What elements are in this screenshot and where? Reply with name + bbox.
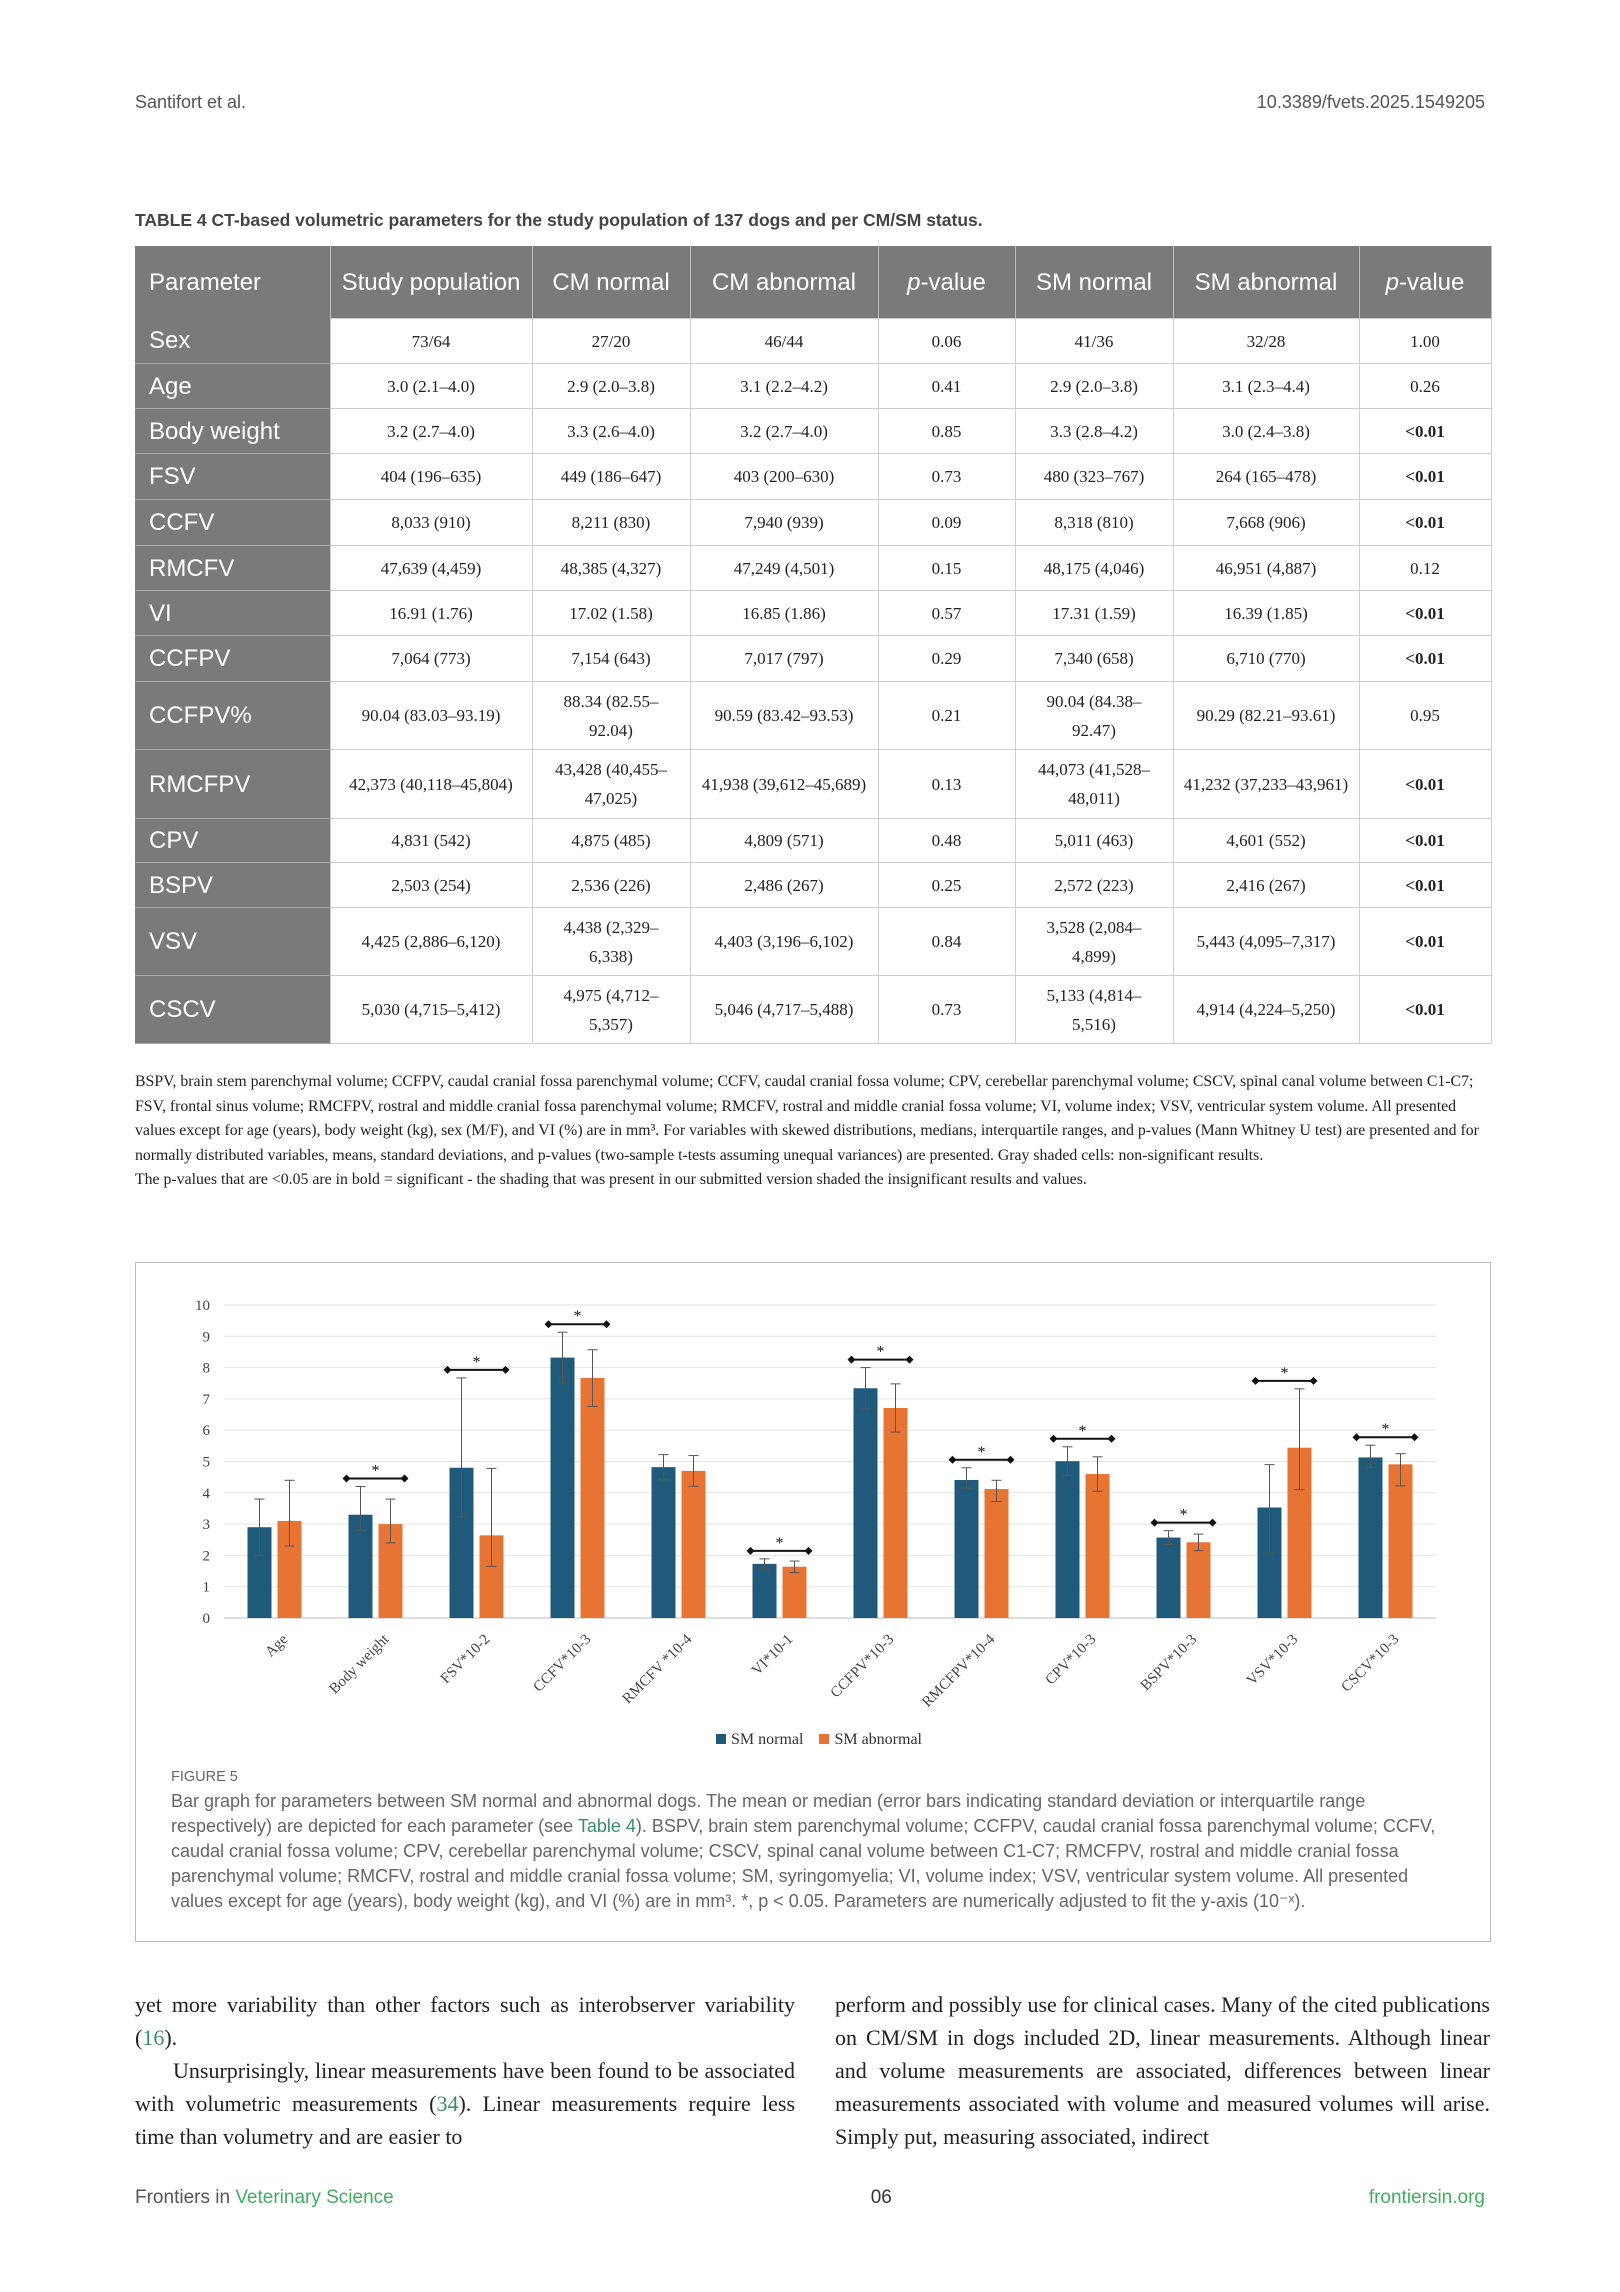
table-cell: 5,133 (4,814–5,516) [1015, 976, 1173, 1044]
bar-sm-normal [1056, 1461, 1080, 1618]
body-paragraph [135, 2054, 795, 2153]
x-tick-label: RMCFV *10-4 [619, 1631, 696, 1708]
y-tick-label: 3 [202, 1517, 210, 1534]
table-cell: 47,639 (4,459) [330, 546, 532, 591]
row-parameter-label: CCFPV [135, 636, 330, 682]
table-cell: 0.48 [878, 819, 1015, 863]
table-cell: 3.0 (2.4–3.8) [1173, 409, 1359, 454]
table-row [135, 591, 1491, 636]
citation-link[interactable]: 34 [436, 2091, 459, 2116]
table-cell: <0.01 [1359, 636, 1491, 682]
body-text: yet more variability than other factors such as interobserver variability ( [135, 1992, 795, 2050]
table-cell: 90.29 (82.21–93.61) [1173, 682, 1359, 750]
table-cell: 7,668 (906) [1173, 500, 1359, 546]
table-cell: 46,951 (4,887) [1173, 546, 1359, 591]
body-paragraph: perform and possibly use for clinical cases. Many of the cited publications on CM/SM in dogs included 2D, linear measurements. Although linear and volume measurements are associated, differences between linear measurements associated with volume and measured volumes will arise. Simply put, measuring associated, indirect [835, 1992, 1490, 2149]
table-cell: 264 (165–478) [1173, 454, 1359, 500]
figure-caption [171, 1789, 1461, 1914]
x-tick-label: BSPV*10-3 [1137, 1631, 1201, 1695]
body-paragraph [135, 1988, 795, 2054]
row-parameter-label: CPV [135, 819, 330, 863]
y-tick-label: 8 [202, 1360, 210, 1377]
legend-label-sm-abnormal: SM abnormal [834, 1731, 922, 1748]
table-cell: 3,528 (2,084–4,899) [1015, 908, 1173, 976]
row-parameter-label: Body weight [135, 409, 330, 454]
table-cell: 0.26 [1359, 364, 1491, 409]
table-cell: 5,443 (4,095–7,317) [1173, 908, 1359, 976]
table-row [135, 819, 1491, 863]
body-column-left [135, 1988, 795, 2153]
table-cell: 4,914 (4,224–5,250) [1173, 976, 1359, 1044]
row-parameter-label: RMCFV [135, 546, 330, 591]
significance-bracket-end [545, 1320, 553, 1328]
x-tick-label: CCFPV*10-3 [827, 1631, 898, 1702]
body-text: ). [164, 2025, 178, 2050]
table-cell: 7,154 (643) [532, 636, 690, 682]
table-label: TABLE 4 [135, 210, 207, 230]
table-cell: 0.21 [878, 682, 1015, 750]
x-tick-label: Body weight [326, 1631, 393, 1698]
table-cell: 4,809 (571) [690, 819, 878, 863]
bar-sm-abnormal [581, 1378, 605, 1618]
y-tick-label: 1 [202, 1579, 210, 1596]
table-cell: 90.04 (83.03–93.19) [330, 682, 532, 750]
table-cell: 90.59 (83.42–93.53) [690, 682, 878, 750]
x-tick-label: VSV*10-3 [1244, 1631, 1302, 1689]
table-cell: 4,438 (2,329–6,338) [532, 908, 690, 976]
table-cell: <0.01 [1359, 591, 1491, 636]
row-parameter-label: BSPV [135, 863, 330, 908]
bar-sm-normal [652, 1467, 676, 1618]
table-cell: 2,536 (226) [532, 863, 690, 908]
significance-marker: * [1078, 1422, 1087, 1440]
table-cell: 7,340 (658) [1015, 636, 1173, 682]
table-cell: 0.15 [878, 546, 1015, 591]
bar-sm-abnormal [1187, 1542, 1211, 1618]
site-link[interactable]: frontiersin.org [1368, 2187, 1485, 2208]
table-cell: 5,011 (463) [1015, 819, 1173, 863]
bar-sm-abnormal [1389, 1464, 1413, 1618]
page-footer [135, 2187, 1485, 2209]
table-cell: 5,030 (4,715–5,412) [330, 976, 532, 1044]
table-footnote-abbreviations: BSPV, brain stem parenchymal volume; CCFPV, caudal cranial fossa parenchymal volume; CCFV, caudal cranial fossa volume; CPV, cerebellar parenchymal volume; CSCV, spinal canal volume between C1-C7; FSV, frontal sinus volume; RMCFPV, rostral and middle cranial fossa parenchymal volume; RMCFV, rostral and middle cranial fossa volume; VI, volume index; VSV, ventricular system volume. All presented values except for age (years), body weight (kg), sex (M/F), and VI (%) are in mm³. For variables with skewed distributions, medians, interquartile ranges, and p-values (Mann Whitney U test) are presented and for normally distributed variables, means, standard deviations, and p-values (two-sample t-tests assuming unequal variances) are presented. Gray shaded cells: non-significant results. [135, 1073, 1479, 1164]
table-cell: 4,403 (3,196–6,102) [690, 908, 878, 976]
table-cell: 2,416 (267) [1173, 863, 1359, 908]
body-text: Unsurprisingly, linear measurements have been found to be associated with volumetric measurements ( [135, 2058, 795, 2116]
significance-bracket-end [1353, 1433, 1361, 1441]
table-row [135, 682, 1491, 750]
table-cell: 2,486 (267) [690, 863, 878, 908]
row-parameter-label: CCFV [135, 500, 330, 546]
table-row [135, 500, 1491, 546]
row-parameter-label: RMCFPV [135, 750, 330, 819]
significance-bracket-end [848, 1356, 856, 1364]
table-cell: 27/20 [532, 319, 690, 364]
significance-bracket-end [747, 1547, 755, 1555]
table-caption [135, 210, 983, 231]
significance-bracket-end [1310, 1377, 1318, 1385]
table-cell: 449 (186–647) [532, 454, 690, 500]
x-tick-label: CCFV*10-3 [530, 1631, 595, 1696]
body-text: ). Linear measurements require less time than volumetry and are easier to [135, 2091, 796, 2149]
table-cell: 46/44 [690, 319, 878, 364]
table-cell: 8,211 (830) [532, 500, 690, 546]
significance-marker: * [876, 1343, 885, 1361]
significance-marker: * [1381, 1421, 1390, 1439]
table-title: CT-based volumetric parameters for the study population of 137 dogs and per CM/SM status. [211, 210, 983, 230]
y-tick-label: 2 [202, 1548, 210, 1565]
significance-marker: * [1280, 1364, 1289, 1382]
journal-name [135, 2187, 394, 2209]
table-cell: 2.9 (2.0–3.8) [532, 364, 690, 409]
x-tick-label: CPV*10-3 [1042, 1631, 1100, 1689]
table-cell: 32/28 [1173, 319, 1359, 364]
table-cell: <0.01 [1359, 863, 1491, 908]
bar-sm-normal [753, 1564, 777, 1618]
significance-marker: * [573, 1308, 582, 1326]
table-row [135, 364, 1491, 409]
table-cell: 4,975 (4,712–5,357) [532, 976, 690, 1044]
y-tick-label: 10 [195, 1298, 210, 1314]
table-cell: <0.01 [1359, 454, 1491, 500]
table-cell: <0.01 [1359, 908, 1491, 976]
table-cell: 3.3 (2.6–4.0) [532, 409, 690, 454]
legend-item-sm-normal [716, 1731, 803, 1749]
row-parameter-label: VI [135, 591, 330, 636]
table-cell: 48,175 (4,046) [1015, 546, 1173, 591]
x-tick-label: Age [262, 1631, 292, 1661]
table-cell: 90.04 (84.38–92.47) [1015, 682, 1173, 750]
significance-bracket-end [603, 1320, 611, 1328]
table-cell: 4,875 (485) [532, 819, 690, 863]
table-cell: 4,831 (542) [330, 819, 532, 863]
table-cell: 48,385 (4,327) [532, 546, 690, 591]
table-cell: 403 (200–630) [690, 454, 878, 500]
table-cell: 44,073 (41,528–48,011) [1015, 750, 1173, 819]
significance-bracket-end [1151, 1519, 1159, 1527]
table-cell: 7,064 (773) [330, 636, 532, 682]
table-row [135, 319, 1491, 364]
significance-marker: * [371, 1462, 380, 1480]
figure-caption-part-b: ). BSPV, brain stem parenchymal volume; CCFPV, caudal cranial fossa parenchymal volume; CCFV, caudal cranial fossa volume; CPV, cerebellar parenchymal volume; CSCV, spinal canal volume between C1-C7; RMCFPV, rostral and middle cranial fossa parenchymal volume; RMCFV, rostral and middle cranial fossa volume; SM, syringomyelia; VI, volume index; VSV, ventricular system volume. All presented values except for age (years), body weight (kg), and VI (%) are in mm³. *, p < 0.05. Parameters are numerically adjusted to fit the y-axis (10⁻ˣ). [171, 1816, 1436, 1911]
significance-bracket-end [1209, 1519, 1217, 1527]
significance-bracket-end [343, 1475, 351, 1483]
figure-caption-part-a: Bar graph for parameters between SM normal and abnormal dogs. The mean or median (error bars indicating standard deviation or interquartile range respectively) are depicted for each parameter (see [171, 1791, 1366, 1836]
table-cell: 480 (323–767) [1015, 454, 1173, 500]
significance-bracket-end [906, 1356, 914, 1364]
table-footnote-bold-note: The p-values that are <0.05 are in bold = significant - the shading that was present in our submitted version shaded the insignificant results and values. [135, 1171, 1087, 1188]
table-cell: 17.02 (1.58) [532, 591, 690, 636]
bar-sm-abnormal [783, 1567, 807, 1618]
table-footnotes [135, 1070, 1495, 1193]
legend-swatch-sm-abnormal [819, 1734, 829, 1744]
row-parameter-label: VSV [135, 908, 330, 976]
table-cell: 8,318 (810) [1015, 500, 1173, 546]
body-column-right [835, 1988, 1490, 2153]
bar-sm-abnormal [1086, 1474, 1110, 1618]
page-number: 06 [870, 2187, 892, 2208]
table-cell: 4,425 (2,886–6,120) [330, 908, 532, 976]
col-header-sm-abnormal: SM abnormal [1173, 246, 1359, 319]
significance-bracket-end [949, 1456, 957, 1464]
bar-sm-normal [854, 1388, 878, 1618]
table-cell: 42,373 (40,118–45,804) [330, 750, 532, 819]
legend-item-sm-abnormal [819, 1731, 922, 1749]
table-cell: 17.31 (1.59) [1015, 591, 1173, 636]
row-parameter-label: CSCV [135, 976, 330, 1044]
significance-marker: * [977, 1443, 986, 1461]
table-row [135, 409, 1491, 454]
y-tick-label: 7 [202, 1391, 210, 1408]
bar-sm-abnormal [682, 1471, 706, 1618]
table-cell: 0.12 [1359, 546, 1491, 591]
y-tick-label: 6 [202, 1423, 210, 1440]
table-cell: <0.01 [1359, 976, 1491, 1044]
bar-sm-normal [1157, 1538, 1181, 1618]
x-tick-label: CSCV*10-3 [1338, 1631, 1403, 1696]
table-cell: 16.39 (1.85) [1173, 591, 1359, 636]
table-cell: 1.00 [1359, 319, 1491, 364]
table-cell: 41/36 [1015, 319, 1173, 364]
table-row [135, 863, 1491, 908]
x-tick-label: RMCFPV*10-4 [919, 1631, 999, 1711]
significance-bracket-end [805, 1547, 813, 1555]
figure-label: FIGURE 5 [171, 1769, 238, 1785]
table-cell: 0.09 [878, 500, 1015, 546]
row-parameter-label: CCFPV% [135, 682, 330, 750]
table-cell: 0.73 [878, 976, 1015, 1044]
table-cell: 2.9 (2.0–3.8) [1015, 364, 1173, 409]
table-cell: 43,428 (40,455–47,025) [532, 750, 690, 819]
significance-bracket-end [1252, 1377, 1260, 1385]
table-cell: 6,710 (770) [1173, 636, 1359, 682]
significance-bracket-end [1411, 1433, 1419, 1441]
table-cell: 3.2 (2.7–4.0) [690, 409, 878, 454]
table-cell: 41,232 (37,233–43,961) [1173, 750, 1359, 819]
table-cell: 88.34 (82.55–92.04) [532, 682, 690, 750]
table-body [135, 319, 1491, 1044]
table-cell: 3.1 (2.3–4.4) [1173, 364, 1359, 409]
table-cell: 3.3 (2.8–4.2) [1015, 409, 1173, 454]
significance-marker: * [1179, 1506, 1188, 1524]
table-cell: 0.95 [1359, 682, 1491, 750]
table-cell: 3.0 (2.1–4.0) [330, 364, 532, 409]
journal-prefix: Frontiers in [135, 2187, 231, 2208]
table-row [135, 454, 1491, 500]
col-header-sm-normal: SM normal [1015, 246, 1173, 319]
significance-marker: * [775, 1534, 784, 1552]
table-cell: 3.2 (2.7–4.0) [330, 409, 532, 454]
col-header-p-value-cm: p-value [878, 246, 1015, 319]
bar-sm-abnormal [985, 1489, 1009, 1618]
y-tick-label: 5 [202, 1454, 210, 1471]
figure-caption-table-link[interactable]: Table 4 [577, 1816, 636, 1836]
table-cell: 3.1 (2.2–4.2) [690, 364, 878, 409]
table-cell: 5,046 (4,717–5,488) [690, 976, 878, 1044]
significance-bracket-end [1108, 1435, 1116, 1443]
table-cell: 41,938 (39,612–45,689) [690, 750, 878, 819]
table-cell: 404 (196–635) [330, 454, 532, 500]
table-row [135, 546, 1491, 591]
col-header-parameter: Parameter [135, 246, 330, 319]
citation-link[interactable]: 16 [142, 2025, 165, 2050]
significance-marker: * [472, 1353, 481, 1371]
table-cell: 0.06 [878, 319, 1015, 364]
significance-bracket-end [401, 1475, 409, 1483]
table-cell: 0.25 [878, 863, 1015, 908]
significance-bracket-end [1007, 1456, 1015, 1464]
table-header-row [135, 246, 1491, 319]
col-header-study-population: Study population [330, 246, 532, 319]
col-header-p-value-sm: p-value [1359, 246, 1491, 319]
table-cell: 2,503 (254) [330, 863, 532, 908]
running-head [135, 92, 1485, 113]
legend-swatch-sm-normal [716, 1734, 726, 1744]
x-tick-label: FSV*10-2 [437, 1631, 494, 1688]
doi: 10.3389/fvets.2025.1549205 [1256, 92, 1485, 112]
table-cell: 0.84 [878, 908, 1015, 976]
author-line: Santifort et al. [135, 92, 247, 112]
table-cell: <0.01 [1359, 750, 1491, 819]
table-cell: 0.57 [878, 591, 1015, 636]
table-cell: 0.73 [878, 454, 1015, 500]
table-cell: 16.85 (1.86) [690, 591, 878, 636]
table-cell: 8,033 (910) [330, 500, 532, 546]
y-tick-label: 0 [202, 1611, 210, 1627]
table-cell: 0.41 [878, 364, 1015, 409]
table-cell: 7,940 (939) [690, 500, 878, 546]
significance-bracket-end [1050, 1435, 1058, 1443]
table-cell: 0.13 [878, 750, 1015, 819]
table-cell: 7,017 (797) [690, 636, 878, 682]
table-row [135, 750, 1491, 819]
bar-sm-normal [551, 1358, 575, 1618]
table-cell: 73/64 [330, 319, 532, 364]
y-tick-label: 4 [202, 1485, 210, 1502]
table-row [135, 636, 1491, 682]
table-cell: 16.91 (1.76) [330, 591, 532, 636]
row-parameter-label: Age [135, 364, 330, 409]
bar-sm-abnormal [884, 1408, 908, 1618]
table-cell: 4,601 (552) [1173, 819, 1359, 863]
table-row [135, 908, 1491, 976]
table-cell: 0.29 [878, 636, 1015, 682]
col-header-cm-abnormal: CM abnormal [690, 246, 878, 319]
table-cell: 0.85 [878, 409, 1015, 454]
bar-sm-normal [955, 1480, 979, 1618]
table-cell: 2,572 (223) [1015, 863, 1173, 908]
table-cell: <0.01 [1359, 500, 1491, 546]
y-tick-label: 9 [202, 1329, 210, 1346]
journal-title-link[interactable]: Veterinary Science [235, 2187, 394, 2208]
x-tick-label: VI*10-1 [749, 1631, 797, 1679]
row-parameter-label: Sex [135, 319, 330, 364]
row-parameter-label: FSV [135, 454, 330, 500]
table-cell: <0.01 [1359, 819, 1491, 863]
legend-label-sm-normal: SM normal [731, 1731, 804, 1748]
bar-sm-normal [1359, 1457, 1383, 1618]
chart-legend [716, 1731, 922, 1749]
col-header-cm-normal: CM normal [532, 246, 690, 319]
table-cell: 47,249 (4,501) [690, 546, 878, 591]
volumetric-table [135, 246, 1492, 1044]
table-cell: <0.01 [1359, 409, 1491, 454]
table-row [135, 976, 1491, 1044]
